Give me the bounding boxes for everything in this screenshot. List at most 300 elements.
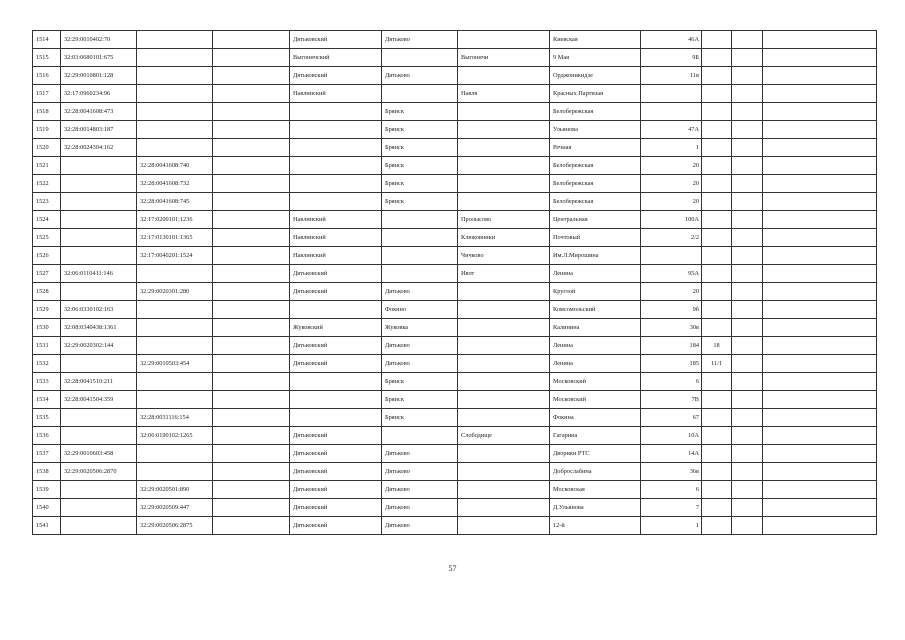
street-name-cell: 12-й bbox=[550, 517, 641, 535]
street-name-cell: Орджоникидзе bbox=[550, 67, 641, 85]
cadastral-number-premises-cell bbox=[137, 31, 213, 49]
row-number-cell: 1525 bbox=[33, 229, 61, 247]
extra-col-b-cell bbox=[763, 175, 877, 193]
cadastral-number-premises-cell bbox=[137, 337, 213, 355]
row-number-cell: 1538 bbox=[33, 463, 61, 481]
row-number-cell: 1526 bbox=[33, 247, 61, 265]
street-name-cell: Московский bbox=[550, 391, 641, 409]
city-name-cell: Дятьково bbox=[382, 517, 458, 535]
cadastral-number-other-cell bbox=[213, 247, 290, 265]
cadastral-number-cell bbox=[61, 211, 137, 229]
city-name-cell: Брянск bbox=[382, 103, 458, 121]
city-name-cell: Жуковка bbox=[382, 319, 458, 337]
row-number-cell: 1523 bbox=[33, 193, 61, 211]
district-name-cell: Выгоничский bbox=[290, 49, 382, 67]
extra-col-b-cell bbox=[763, 517, 877, 535]
settlement-name-cell bbox=[458, 67, 550, 85]
cadastral-number-cell: 32:06:0330102:163 bbox=[61, 301, 137, 319]
house-number-cell: 11в bbox=[641, 67, 702, 85]
extra-col-b-cell bbox=[763, 409, 877, 427]
settlement-name-cell bbox=[458, 301, 550, 319]
extra-col-a-cell bbox=[732, 121, 763, 139]
settlement-name-cell bbox=[458, 499, 550, 517]
city-name-cell: Дятьково bbox=[382, 481, 458, 499]
table-row bbox=[33, 445, 877, 463]
street-name-cell: Белобережская bbox=[550, 103, 641, 121]
settlement-name-cell bbox=[458, 391, 550, 409]
city-name-cell bbox=[382, 49, 458, 67]
table-row bbox=[33, 319, 877, 337]
city-name-cell: Дятьково bbox=[382, 283, 458, 301]
cadastral-number-other-cell bbox=[213, 175, 290, 193]
apartment-number-cell bbox=[702, 193, 732, 211]
cadastral-number-other-cell bbox=[213, 67, 290, 85]
extra-col-a-cell bbox=[732, 103, 763, 121]
cadastral-number-other-cell bbox=[213, 463, 290, 481]
cadastral-number-cell: 32:29:0010603:458 bbox=[61, 445, 137, 463]
district-name-cell bbox=[290, 193, 382, 211]
extra-col-a-cell bbox=[732, 319, 763, 337]
cadastral-number-other-cell bbox=[213, 319, 290, 337]
extra-col-b-cell bbox=[763, 463, 877, 481]
district-name-cell: Навлинский bbox=[290, 211, 382, 229]
table-row bbox=[33, 517, 877, 535]
street-name-cell: Московская bbox=[550, 481, 641, 499]
extra-col-b-cell bbox=[763, 283, 877, 301]
street-name-cell: Ленина bbox=[550, 337, 641, 355]
apartment-number-cell bbox=[702, 265, 732, 283]
extra-col-a-cell bbox=[732, 337, 763, 355]
street-name-cell: Белобережская bbox=[550, 175, 641, 193]
cadastral-number-other-cell bbox=[213, 193, 290, 211]
street-name-cell: Круглой bbox=[550, 283, 641, 301]
extra-col-b-cell bbox=[763, 67, 877, 85]
apartment-number-cell bbox=[702, 211, 732, 229]
street-name-cell: Фокина bbox=[550, 409, 641, 427]
city-name-cell: Дятьково bbox=[382, 355, 458, 373]
street-name-cell: Им.Л.Мирошина bbox=[550, 247, 641, 265]
cadastral-number-premises-cell bbox=[137, 121, 213, 139]
table-row bbox=[33, 427, 877, 445]
street-name-cell: Дворики РТС bbox=[550, 445, 641, 463]
cadastral-number-cell: 32:28:0014803:187 bbox=[61, 121, 137, 139]
extra-col-b-cell bbox=[763, 373, 877, 391]
apartment-number-cell bbox=[702, 103, 732, 121]
district-name-cell: Навлинский bbox=[290, 247, 382, 265]
apartment-number-cell bbox=[702, 409, 732, 427]
cadastral-number-cell: 32:28:0024304:162 bbox=[61, 139, 137, 157]
table-row bbox=[33, 31, 877, 49]
row-number-cell: 1532 bbox=[33, 355, 61, 373]
settlement-name-cell bbox=[458, 517, 550, 535]
page-number: 57 bbox=[448, 564, 457, 573]
house-number-cell: 36в bbox=[641, 463, 702, 481]
cadastral-number-premises-cell: 32:17:0130101:1365 bbox=[137, 229, 213, 247]
extra-col-b-cell bbox=[763, 391, 877, 409]
cadastral-number-other-cell bbox=[213, 139, 290, 157]
district-name-cell bbox=[290, 121, 382, 139]
extra-col-b-cell bbox=[763, 445, 877, 463]
row-number-cell: 1528 bbox=[33, 283, 61, 301]
row-number-cell: 1527 bbox=[33, 265, 61, 283]
city-name-cell: Дятьково bbox=[382, 31, 458, 49]
extra-col-a-cell bbox=[732, 373, 763, 391]
extra-col-a-cell bbox=[732, 301, 763, 319]
table-row bbox=[33, 301, 877, 319]
extra-col-b-cell bbox=[763, 85, 877, 103]
district-name-cell: Дятьковский bbox=[290, 445, 382, 463]
row-number-cell: 1518 bbox=[33, 103, 61, 121]
district-name-cell bbox=[290, 157, 382, 175]
cadastral-number-other-cell bbox=[213, 157, 290, 175]
district-name-cell bbox=[290, 103, 382, 121]
district-name-cell bbox=[290, 373, 382, 391]
extra-col-b-cell bbox=[763, 499, 877, 517]
house-number-cell: 47А bbox=[641, 121, 702, 139]
cadastral-number-other-cell bbox=[213, 481, 290, 499]
house-number-cell: 9Б bbox=[641, 49, 702, 67]
settlement-name-cell bbox=[458, 373, 550, 391]
cadastral-number-cell: 32:17:0960234:96 bbox=[61, 85, 137, 103]
extra-col-a-cell bbox=[732, 481, 763, 499]
cadastral-number-premises-cell bbox=[137, 85, 213, 103]
street-name-cell: Ульянова bbox=[550, 121, 641, 139]
cadastral-number-cell: 32:03:0680101:675 bbox=[61, 49, 137, 67]
row-number-cell: 1535 bbox=[33, 409, 61, 427]
extra-col-a-cell bbox=[732, 427, 763, 445]
settlement-name-cell bbox=[458, 445, 550, 463]
street-name-cell: Доброслабина bbox=[550, 463, 641, 481]
row-number-cell: 1533 bbox=[33, 373, 61, 391]
city-name-cell bbox=[382, 427, 458, 445]
street-name-cell: Красных Партизан bbox=[550, 85, 641, 103]
table-row bbox=[33, 229, 877, 247]
table-row bbox=[33, 103, 877, 121]
apartment-number-cell bbox=[702, 481, 732, 499]
apartment-number-cell bbox=[702, 139, 732, 157]
extra-col-a-cell bbox=[732, 31, 763, 49]
house-number-cell: 67 bbox=[641, 409, 702, 427]
cadastral-number-cell bbox=[61, 193, 137, 211]
table-row bbox=[33, 355, 877, 373]
cadastral-number-other-cell bbox=[213, 517, 290, 535]
settlement-name-cell: Пролысово bbox=[458, 211, 550, 229]
row-number-cell: 1520 bbox=[33, 139, 61, 157]
table-row bbox=[33, 409, 877, 427]
city-name-cell bbox=[382, 85, 458, 103]
extra-col-a-cell bbox=[732, 283, 763, 301]
row-number-cell: 1539 bbox=[33, 481, 61, 499]
city-name-cell: Брянск bbox=[382, 373, 458, 391]
house-number-cell: 20 bbox=[641, 283, 702, 301]
city-name-cell: Фокино bbox=[382, 301, 458, 319]
table-row bbox=[33, 175, 877, 193]
district-name-cell: Навлинский bbox=[290, 85, 382, 103]
row-number-cell: 1540 bbox=[33, 499, 61, 517]
district-name-cell: Дятьковский bbox=[290, 517, 382, 535]
extra-col-b-cell bbox=[763, 481, 877, 499]
extra-col-a-cell bbox=[732, 229, 763, 247]
cadastral-number-premises-cell: 32:29:0020301:280 bbox=[137, 283, 213, 301]
cadastral-number-premises-cell bbox=[137, 103, 213, 121]
cadastral-number-premises-cell bbox=[137, 373, 213, 391]
extra-col-b-cell bbox=[763, 49, 877, 67]
cadastral-number-cell bbox=[61, 283, 137, 301]
table-row bbox=[33, 211, 877, 229]
apartment-number-cell bbox=[702, 31, 732, 49]
cadastral-number-cell: 32:28:0041510:211 bbox=[61, 373, 137, 391]
apartment-number-cell bbox=[702, 157, 732, 175]
table-row bbox=[33, 157, 877, 175]
extra-col-a-cell bbox=[732, 211, 763, 229]
district-name-cell bbox=[290, 175, 382, 193]
settlement-name-cell bbox=[458, 31, 550, 49]
settlement-name-cell bbox=[458, 355, 550, 373]
house-number-cell: 20 bbox=[641, 157, 702, 175]
cadastral-number-premises-cell bbox=[137, 139, 213, 157]
house-number-cell: 95А bbox=[641, 265, 702, 283]
district-name-cell bbox=[290, 301, 382, 319]
registry-body bbox=[33, 31, 877, 535]
extra-col-a-cell bbox=[732, 175, 763, 193]
street-name-cell: Д.Ульянова bbox=[550, 499, 641, 517]
extra-col-b-cell bbox=[763, 301, 877, 319]
table-row bbox=[33, 283, 877, 301]
house-number-cell bbox=[641, 103, 702, 121]
city-name-cell bbox=[382, 211, 458, 229]
extra-col-a-cell bbox=[732, 409, 763, 427]
extra-col-b-cell bbox=[763, 427, 877, 445]
extra-col-a-cell bbox=[732, 445, 763, 463]
cadastral-number-cell bbox=[61, 175, 137, 193]
apartment-number-cell bbox=[702, 247, 732, 265]
city-name-cell: Дятьково bbox=[382, 445, 458, 463]
cadastral-number-other-cell bbox=[213, 31, 290, 49]
extra-col-a-cell bbox=[732, 139, 763, 157]
district-name-cell bbox=[290, 409, 382, 427]
cadastral-number-other-cell bbox=[213, 85, 290, 103]
apartment-number-cell bbox=[702, 499, 732, 517]
street-name-cell: Белобережская bbox=[550, 157, 641, 175]
cadastral-number-cell bbox=[61, 409, 137, 427]
table-row bbox=[33, 391, 877, 409]
house-number-cell: 185 bbox=[641, 355, 702, 373]
cadastral-number-other-cell bbox=[213, 373, 290, 391]
cadastral-number-other-cell bbox=[213, 211, 290, 229]
extra-col-b-cell bbox=[763, 211, 877, 229]
settlement-name-cell bbox=[458, 319, 550, 337]
district-name-cell: Дятьковский bbox=[290, 337, 382, 355]
row-number-cell: 1516 bbox=[33, 67, 61, 85]
row-number-cell: 1529 bbox=[33, 301, 61, 319]
property-registry-table bbox=[32, 30, 877, 535]
city-name-cell: Дятьково bbox=[382, 499, 458, 517]
table-row bbox=[33, 481, 877, 499]
settlement-name-cell: Выгоничи bbox=[458, 49, 550, 67]
apartment-number-cell: 18 bbox=[702, 337, 732, 355]
settlement-name-cell bbox=[458, 409, 550, 427]
cadastral-number-premises-cell: 32:28:0031116:154 bbox=[137, 409, 213, 427]
row-number-cell: 1514 bbox=[33, 31, 61, 49]
cadastral-number-cell: 32:29:0020302:144 bbox=[61, 337, 137, 355]
street-name-cell: Киевская bbox=[550, 31, 641, 49]
cadastral-number-cell: 32:28:0041608:473 bbox=[61, 103, 137, 121]
cadastral-number-cell bbox=[61, 517, 137, 535]
extra-col-b-cell bbox=[763, 193, 877, 211]
cadastral-number-cell bbox=[61, 427, 137, 445]
extra-col-b-cell bbox=[763, 337, 877, 355]
apartment-number-cell bbox=[702, 427, 732, 445]
apartment-number-cell bbox=[702, 175, 732, 193]
settlement-name-cell bbox=[458, 175, 550, 193]
house-number-cell: 14А bbox=[641, 445, 702, 463]
cadastral-number-premises-cell bbox=[137, 67, 213, 85]
row-number-cell: 1521 bbox=[33, 157, 61, 175]
settlement-name-cell: Слободище bbox=[458, 427, 550, 445]
cadastral-number-premises-cell: 32:29:0020509:447 bbox=[137, 499, 213, 517]
cadastral-number-other-cell bbox=[213, 49, 290, 67]
extra-col-a-cell bbox=[732, 193, 763, 211]
city-name-cell: Брянск bbox=[382, 139, 458, 157]
house-number-cell: 30в bbox=[641, 319, 702, 337]
extra-col-a-cell bbox=[732, 355, 763, 373]
extra-col-a-cell bbox=[732, 67, 763, 85]
district-name-cell: Дятьковский bbox=[290, 31, 382, 49]
district-name-cell: Дятьковский bbox=[290, 427, 382, 445]
house-number-cell: 6 bbox=[641, 481, 702, 499]
table-row bbox=[33, 499, 877, 517]
cadastral-number-premises-cell bbox=[137, 301, 213, 319]
street-name-cell: Комсомольский bbox=[550, 301, 641, 319]
house-number-cell: 10А bbox=[641, 427, 702, 445]
settlement-name-cell: Клюковники bbox=[458, 229, 550, 247]
house-number-cell: 9б bbox=[641, 301, 702, 319]
district-name-cell: Дятьковский bbox=[290, 355, 382, 373]
city-name-cell: Брянск bbox=[382, 121, 458, 139]
city-name-cell bbox=[382, 229, 458, 247]
city-name-cell: Дятьково bbox=[382, 463, 458, 481]
cadastral-number-premises-cell: 32:29:0020506:2875 bbox=[137, 517, 213, 535]
row-number-cell: 1522 bbox=[33, 175, 61, 193]
house-number-cell bbox=[641, 247, 702, 265]
cadastral-number-premises-cell: 32:28:0041608:745 bbox=[137, 193, 213, 211]
cadastral-number-cell: 32:29:0010402:70 bbox=[61, 31, 137, 49]
street-name-cell: Центральная bbox=[550, 211, 641, 229]
extra-col-b-cell bbox=[763, 319, 877, 337]
settlement-name-cell bbox=[458, 283, 550, 301]
extra-col-a-cell bbox=[732, 49, 763, 67]
cadastral-number-premises-cell bbox=[137, 49, 213, 67]
extra-col-b-cell bbox=[763, 139, 877, 157]
district-name-cell: Дятьковский bbox=[290, 265, 382, 283]
cadastral-number-premises-cell: 32:28:0041608:732 bbox=[137, 175, 213, 193]
apartment-number-cell: 11/1 bbox=[702, 355, 732, 373]
row-number-cell: 1517 bbox=[33, 85, 61, 103]
district-name-cell: Дятьковский bbox=[290, 463, 382, 481]
row-number-cell: 1515 bbox=[33, 49, 61, 67]
city-name-cell bbox=[382, 265, 458, 283]
row-number-cell: 1524 bbox=[33, 211, 61, 229]
row-number-cell: 1519 bbox=[33, 121, 61, 139]
table-row bbox=[33, 247, 877, 265]
cadastral-number-cell bbox=[61, 499, 137, 517]
street-name-cell: Белобережская bbox=[550, 193, 641, 211]
city-name-cell: Брянск bbox=[382, 193, 458, 211]
cadastral-number-cell bbox=[61, 355, 137, 373]
row-number-cell: 1541 bbox=[33, 517, 61, 535]
cadastral-number-premises-cell: 32:17:0040201:1524 bbox=[137, 247, 213, 265]
settlement-name-cell bbox=[458, 121, 550, 139]
apartment-number-cell bbox=[702, 301, 732, 319]
district-name-cell: Дятьковский bbox=[290, 481, 382, 499]
cadastral-number-cell: 32:08:0340438:1361 bbox=[61, 319, 137, 337]
street-name-cell: Почтовый bbox=[550, 229, 641, 247]
table-row bbox=[33, 463, 877, 481]
apartment-number-cell bbox=[702, 49, 732, 67]
street-name-cell: Речная bbox=[550, 139, 641, 157]
table-row bbox=[33, 121, 877, 139]
city-name-cell: Брянск bbox=[382, 175, 458, 193]
district-name-cell: Навлинский bbox=[290, 229, 382, 247]
street-name-cell: Ленина bbox=[550, 355, 641, 373]
city-name-cell: Брянск bbox=[382, 409, 458, 427]
house-number-cell: 20 bbox=[641, 175, 702, 193]
cadastral-number-other-cell bbox=[213, 355, 290, 373]
settlement-name-cell bbox=[458, 337, 550, 355]
extra-col-a-cell bbox=[732, 391, 763, 409]
row-number-cell: 1530 bbox=[33, 319, 61, 337]
cadastral-number-cell: 32:06:0110411:146 bbox=[61, 265, 137, 283]
apartment-number-cell bbox=[702, 319, 732, 337]
house-number-cell: 184 bbox=[641, 337, 702, 355]
cadastral-number-cell: 32:29:0010801:128 bbox=[61, 67, 137, 85]
house-number-cell: 46А bbox=[641, 31, 702, 49]
house-number-cell: 2/2 bbox=[641, 229, 702, 247]
extra-col-b-cell bbox=[763, 355, 877, 373]
extra-col-a-cell bbox=[732, 247, 763, 265]
city-name-cell: Брянск bbox=[382, 157, 458, 175]
city-name-cell: Дятьково bbox=[382, 67, 458, 85]
district-name-cell: Дятьковский bbox=[290, 499, 382, 517]
extra-col-b-cell bbox=[763, 31, 877, 49]
cadastral-number-cell bbox=[61, 157, 137, 175]
district-name-cell: Дятьковский bbox=[290, 67, 382, 85]
extra-col-a-cell bbox=[732, 517, 763, 535]
cadastral-number-other-cell bbox=[213, 265, 290, 283]
extra-col-a-cell bbox=[732, 265, 763, 283]
cadastral-number-other-cell bbox=[213, 391, 290, 409]
row-number-cell: 1536 bbox=[33, 427, 61, 445]
extra-col-a-cell bbox=[732, 85, 763, 103]
cadastral-number-other-cell bbox=[213, 103, 290, 121]
cadastral-number-premises-cell: 32:28:0041608:740 bbox=[137, 157, 213, 175]
cadastral-number-other-cell bbox=[213, 409, 290, 427]
table-row bbox=[33, 265, 877, 283]
street-name-cell: Московский bbox=[550, 373, 641, 391]
apartment-number-cell bbox=[702, 391, 732, 409]
cadastral-number-other-cell bbox=[213, 337, 290, 355]
cadastral-number-other-cell bbox=[213, 445, 290, 463]
house-number-cell: 1 bbox=[641, 517, 702, 535]
settlement-name-cell bbox=[458, 481, 550, 499]
apartment-number-cell bbox=[702, 445, 732, 463]
table-row bbox=[33, 139, 877, 157]
district-name-cell: Жуковский bbox=[290, 319, 382, 337]
cadastral-number-premises-cell: 32:17:0200101:1236 bbox=[137, 211, 213, 229]
cadastral-number-other-cell bbox=[213, 427, 290, 445]
cadastral-number-other-cell bbox=[213, 229, 290, 247]
extra-col-a-cell bbox=[732, 157, 763, 175]
